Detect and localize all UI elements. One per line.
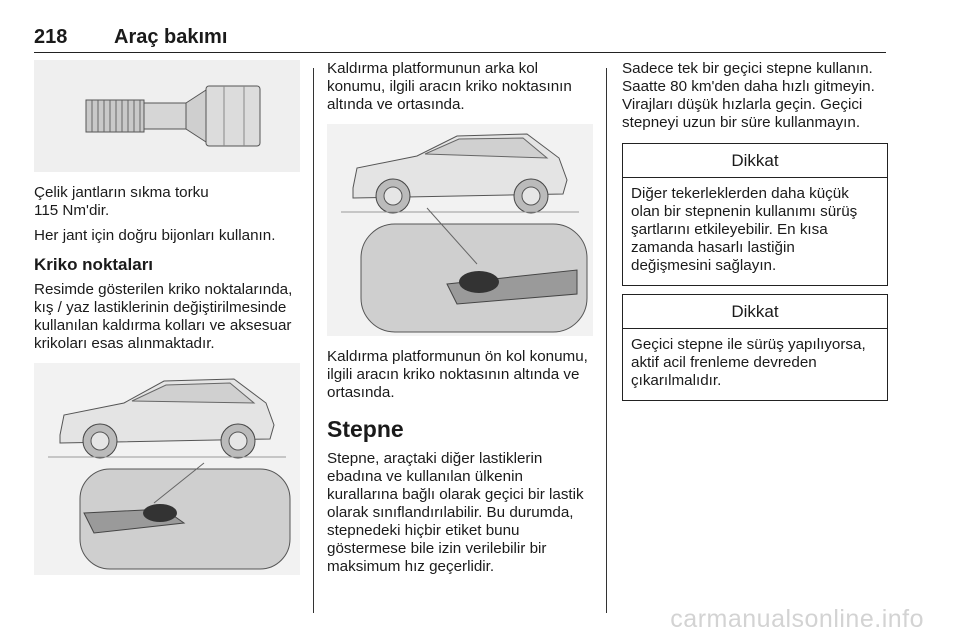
column-divider (606, 68, 607, 613)
caution-text: Geçici stepne ile sürüş yapılıyorsa, aktif acil frenleme devreden çıkarılmalıdır. (631, 336, 866, 389)
jack-pad (143, 504, 177, 522)
caution-text: Diğer tekerleklerden daha küçük olan bir stepnenin kullanımı sürüş şartlarını etkileyebilir. En kısa zamanda hasarlı lastiğin değişmesini sağlayın. (631, 185, 858, 274)
front-lift-illustration (34, 363, 300, 575)
front-lift-caption: Kaldırma platformunun ön kol konumu, ilgili aracın kriko noktasının altında ve ortasında. (327, 348, 588, 401)
page-number: 218 (34, 26, 68, 48)
jack-pad (459, 271, 499, 293)
bolt-head (206, 86, 260, 146)
caution-box (622, 294, 888, 401)
page-title: Araç bakımı (114, 26, 228, 48)
bolt-note: Her jant için doğru bijonları kullanın. (34, 227, 276, 244)
watermark: carmanualsonline.info (670, 605, 924, 633)
wheel-bolt-illustration (34, 60, 300, 172)
caution-title: Dikkat (623, 144, 887, 178)
caution-title: Dikkat (623, 295, 887, 329)
rear-lift-illustration (327, 124, 593, 336)
section-heading-jack-points: Kriko noktaları (34, 255, 154, 274)
jack-points-text: Resimde gösterilen kriko noktalarında, kış / yaz lastiklerinin değiştirilmesinde kullanılan kaldırma kolları ve aksesuar krikoları esas alınmaktadır. (34, 281, 293, 352)
torque-value: 115 Nm'dir. (34, 202, 110, 219)
spare-usage-text: Sadece tek bir geçici stepne kullanın. Saatte 80 km'den daha hızlı gitmeyin. Virajları düşük hızlarla geçin. Geçici stepneyi uzun bir süre kullanmayın. (622, 60, 875, 131)
spare-text: Stepne, araçtaki diğer lastiklerin ebadına ve kullanılan ülkenin kurallarına bağlı olarak geçici bir lastik olarak sınıflandırılabilir. Bu durumda, stepnedeki hiçbir etiket bunu göstermese bile izin verilebilir bir maksimum hız geçerlidir. (327, 450, 584, 575)
bolt-thread (86, 100, 144, 132)
column-middle (327, 60, 593, 583)
caution-box (622, 143, 888, 286)
section-heading-spare: Stepne (327, 416, 404, 442)
torque-text: Çelik jantların sıkma torku (34, 184, 209, 201)
page-header (34, 22, 886, 53)
column-divider (313, 68, 314, 613)
rear-lift-caption: Kaldırma platformunun arka kol konumu, ilgili aracın kriko noktasının altında ve ortasında. (327, 60, 572, 113)
column-right (622, 60, 888, 409)
column-left (34, 60, 300, 587)
